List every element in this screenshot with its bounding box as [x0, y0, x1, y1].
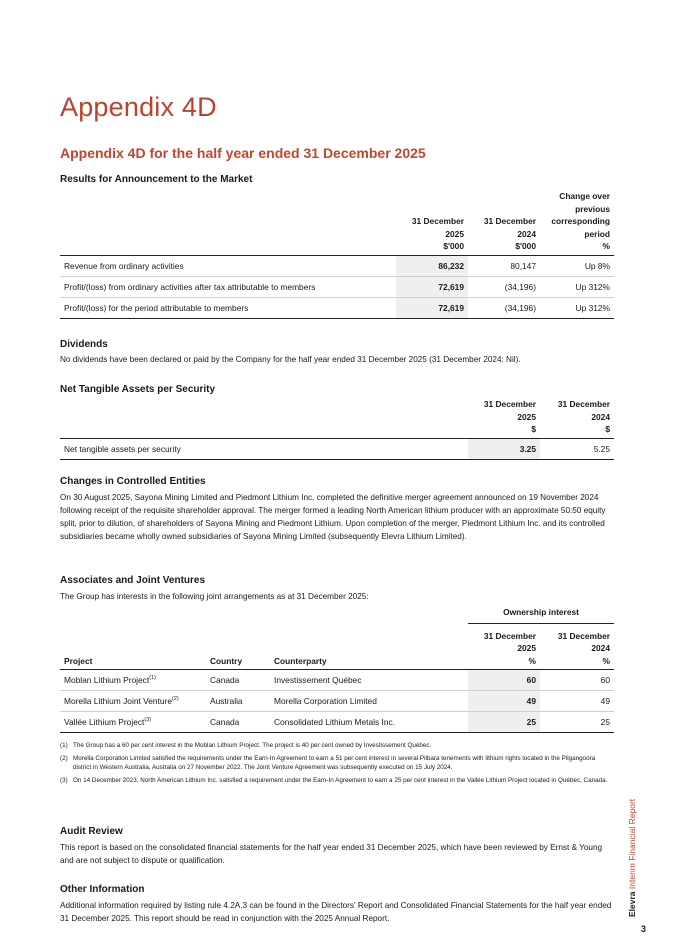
- controlled-text: On 30 August 2025, Sayona Mining Limited and Piedmont Lithium Inc. completed the definitive merger agreement announced on 19 November 2024 following receipt of the requisite shareholder approval. The merger formed a leading North American lithium producer with an approximate 50:50 equity split, prior to dilution, of shareholders of Sayona Mining and Piedmont Lithium. Upon completion of the merger, Piedmont Lithium Inc. and its controlled subsidiaries became wholly owned subsidiaries of Sayona Mining Limited (subsequently Elevra Lithium Limited).: [60, 493, 606, 541]
- vertical-footer: [627, 782, 649, 917]
- audit-text: This report is based on the consolidated financial statements for the half year ended 31 December 2025, which have been reviewed by Ernst & Young and are not subject to dispute or qualification.: [60, 843, 603, 865]
- associates-group-header-row: [60, 606, 614, 623]
- page-number: 3: [641, 924, 647, 934]
- controlled-heading: Changes in Controlled Entities: [60, 476, 206, 487]
- nta-col-current: 31 December 2025 $: [468, 398, 540, 438]
- associates-intro: The Group has interests in the following joint arrangements as at 31 December 2025:: [60, 592, 369, 601]
- dividends-heading: Dividends: [60, 339, 108, 350]
- results-header-row: [60, 190, 614, 255]
- other-heading: Other Information: [60, 884, 145, 895]
- results-col-current: 31 December 2025 $'000: [396, 190, 468, 255]
- results-table: [60, 190, 614, 319]
- col-country: Country: [206, 623, 270, 670]
- results-row-revenue: Revenue from ordinary activities 86,232 80,147 Up 8%: [60, 255, 614, 276]
- nta-row: Net tangible assets per security 3.25 5.25: [60, 438, 614, 459]
- other-text: Additional information required by listing rule 4.2A.3 can be found in the Directors' Report and Consolidated Financial Statements for the half year ended 31 December 2025. This report should be read in conjunction with the 2025 Annual Report.: [60, 901, 612, 923]
- nta-header-row: [60, 398, 614, 438]
- results-col-change: Change over previous corresponding period %: [540, 190, 614, 255]
- col-prior: 31 December 2024 %: [540, 623, 614, 670]
- associates-row-moblan: Moblan Lithium Project$^{(1)}$ Canada Investissement Québec 60 60: [60, 670, 614, 691]
- associates-heading: Associates and Joint Ventures: [60, 575, 206, 586]
- ownership-interest-header: Ownership interest: [468, 606, 614, 623]
- brand-name: Elevra: [627, 891, 637, 917]
- results-heading: Results for Announcement to the Market: [60, 174, 253, 185]
- note-3: (3) On 14 December 2023, North American Lithium Inc. satisfied a requirement under the Earn-In Agreement to earn a 25 per cent interest in the Vallée Lithium Project located in Québec, Canada.: [60, 777, 608, 785]
- associates-table: [60, 606, 614, 733]
- results-row-profit-period: Profit/(loss) for the period attributable to members 72,619 (34,196) Up 312%: [60, 297, 614, 318]
- results-row-profit-ordinary: Profit/(loss) from ordinary activities after tax attributable to members 72,619 (34,196) Up 312%: [60, 276, 614, 297]
- note-1: (1) The Group has a 60 per cent interest in the Moblan Lithium Project. The project is 40 per cent owned by Investissement Québec.: [60, 742, 432, 749]
- nta-heading: Net Tangible Assets per Security: [60, 384, 216, 395]
- report-name: Interim Financial Report: [627, 798, 637, 890]
- col-project: Project: [60, 623, 206, 670]
- nta-col-prior: 31 December 2024 $: [540, 398, 614, 438]
- col-current: 31 December 2025 %: [468, 623, 540, 670]
- associates-header-row: [60, 623, 614, 670]
- col-counterparty: Counterparty: [270, 623, 468, 670]
- dividends-text: No dividends have been declared or paid by the Company for the half year ended 31 December 2025 (31 December 2024: Nil).: [60, 355, 521, 364]
- associates-row-vallee: Vallée Lithium Project$^{(3)}$ Canada Consolidated Lithium Metals Inc. 25 25: [60, 712, 614, 733]
- page-title: Appendix 4D: [60, 92, 217, 122]
- audit-heading: Audit Review: [60, 826, 123, 837]
- page-subtitle: Appendix 4D for the half year ended 31 December 2025: [60, 145, 426, 161]
- note-2: (2) Morella Corporation Limited satisfied the requirements under the Earn-In Agreement to earn a 51 per cent interest in several Pilbara tenements with lithium rights located in the Pilgangoora district in Western Australia, Australia on 27 November 2022. The Joint Venture Agreement was subsequently executed on 15 July 2024.: [60, 755, 596, 771]
- nta-table: [60, 398, 614, 460]
- associates-row-morella: Morella Lithium Joint Venture$^{(2)}$ Australia Morella Corporation Limited 49 49: [60, 691, 614, 712]
- results-col-prior: 31 December 2024 $'000: [468, 190, 540, 255]
- associates-notes: [60, 742, 612, 791]
